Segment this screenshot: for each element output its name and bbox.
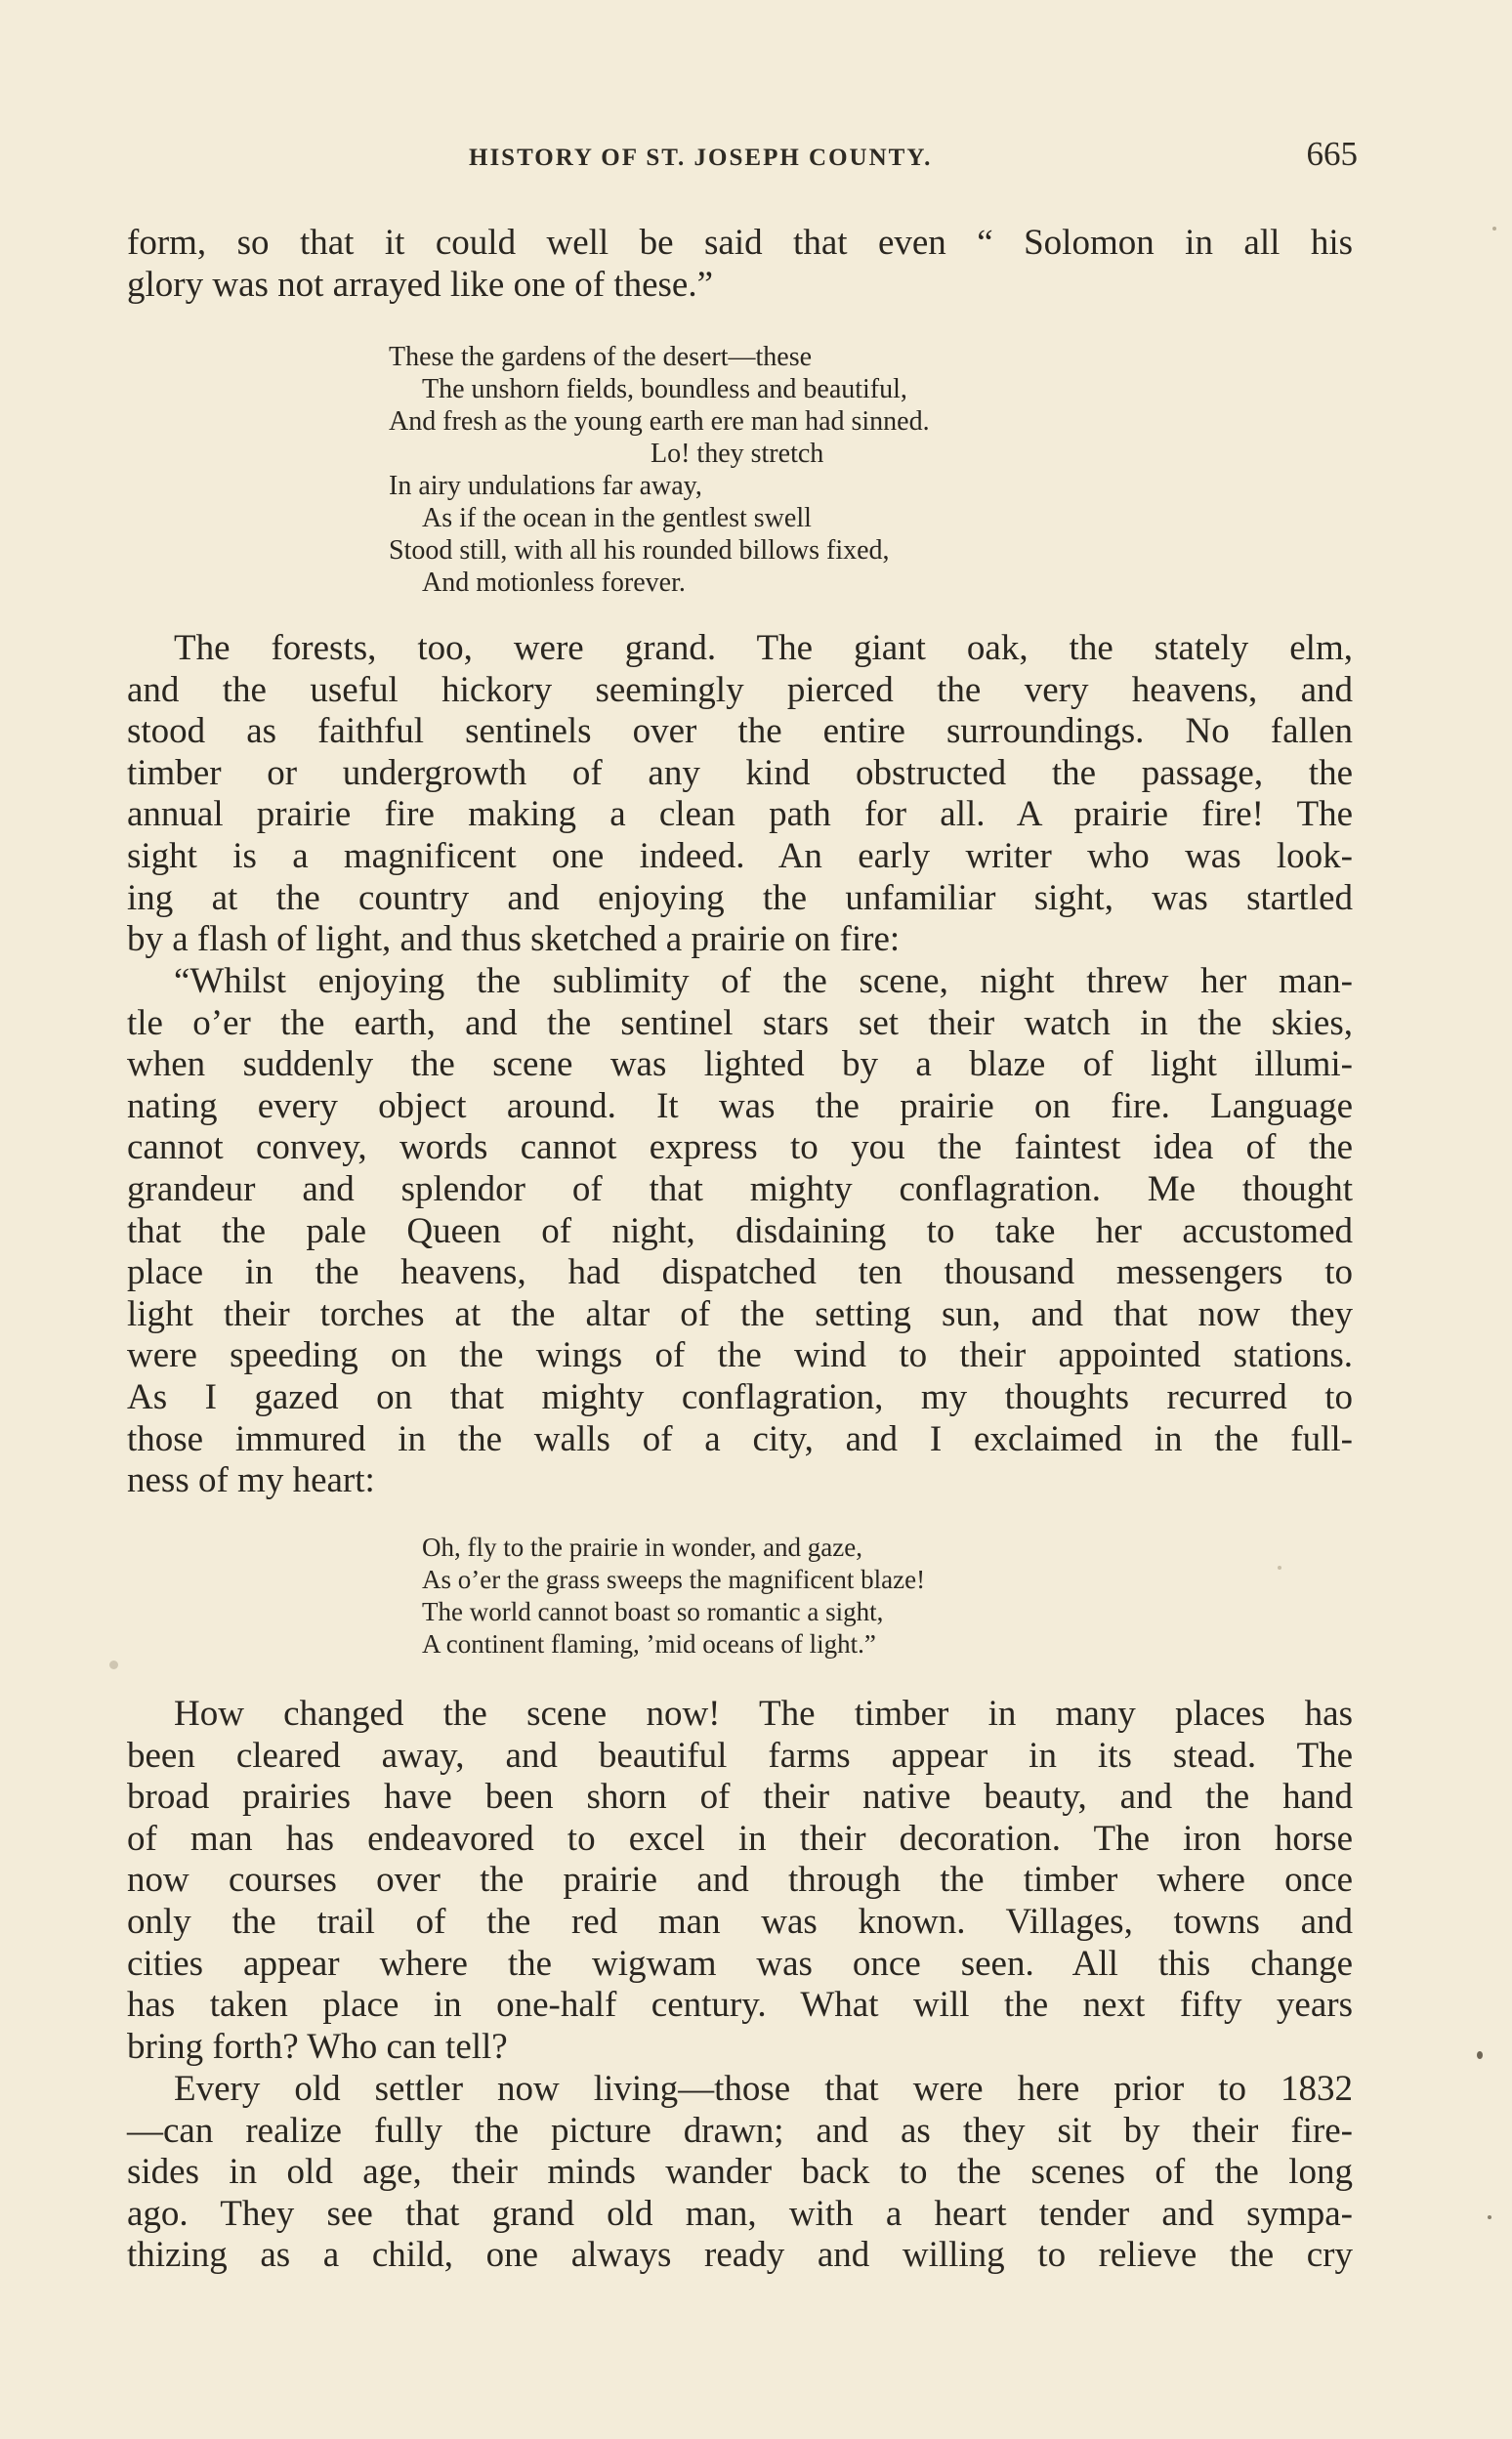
verse-line: A continent flaming, ’mid oceans of light.” <box>422 1629 876 1659</box>
verse-line: Lo! they stretch <box>651 439 824 469</box>
text-line: that the pale Queen of night, disdaining to take her accustomed <box>127 1210 1353 1251</box>
paragraph-old-settler <box>127 2069 1353 2277</box>
text-line: —can realize fully the picture drawn; and as they sit by their fire- <box>127 2110 1353 2151</box>
text-line: sides in old age, their minds wander back to the scenes of the long <box>127 2152 1353 2193</box>
text-line: broad prairies have been shorn of their native beauty, and the hand <box>127 1777 1353 1818</box>
paragraph-quote <box>127 961 1353 1502</box>
text-line: and the useful hickory seemingly pierced the very heavens, and <box>127 669 1353 710</box>
text-line: nating every object around. It was the prairie on fire. Language <box>127 1085 1353 1126</box>
text-line: those immured in the walls of a city, and I exclaimed in the full- <box>127 1418 1353 1459</box>
verse-line: The world cannot boast so romantic a sight, <box>422 1597 884 1626</box>
text-line: ing at the country and enjoying the unfamiliar sight, was startled <box>127 877 1353 918</box>
text-line: been cleared away, and beautiful farms appear in its stead. The <box>127 1735 1353 1776</box>
page-header <box>127 133 1358 182</box>
paper-speck <box>1278 1566 1281 1570</box>
text-line: form, so that it could well be said that even “ Solomon in all his <box>127 223 1353 263</box>
text-line: Every old settler now living—those that were here prior to 1832 <box>174 2069 1353 2109</box>
verse-line: These the gardens of the desert—these <box>389 342 813 372</box>
text-line: The forests, too, were grand. The giant oak, the stately elm, <box>174 628 1353 668</box>
text-line: of man has endeavored to excel in their decoration. The iron horse <box>127 1818 1353 1859</box>
text-line: bring forth? Who can tell? <box>127 2026 508 2067</box>
text-line: when suddenly the scene was lighted by a blaze of light illumi- <box>127 1044 1353 1085</box>
paper-speck <box>1488 2215 1491 2219</box>
text-line: cities appear where the wigwam was once seen. All this change <box>127 1943 1353 1984</box>
text-line: “Whilst enjoying the sublimity of the scene, night threw her man- <box>174 961 1353 1001</box>
verse-line: In airy undulations far away, <box>389 471 702 501</box>
text-line: has taken place in one-half century. What will the next fifty years <box>127 1985 1353 2026</box>
text-line: How changed the scene now! The timber in many places has <box>174 1694 1353 1734</box>
verse-line: The unshorn fields, boundless and beautiful, <box>422 374 907 404</box>
text-line: only the trail of the red man was known. Villages, towns and <box>127 1901 1353 1942</box>
paragraph-top <box>127 223 1353 306</box>
verse-line: And motionless forever. <box>422 568 686 598</box>
text-line: ago. They see that grand old man, with a heart tender and sympa- <box>127 2193 1353 2234</box>
paper-speck <box>1477 2051 1483 2059</box>
text-line: cannot convey, words cannot express to you the faintest idea of the <box>127 1127 1353 1168</box>
paper-speck <box>109 1661 118 1669</box>
text-line: glory was not arrayed like one of these.” <box>127 264 714 305</box>
paragraph-forests <box>127 628 1353 961</box>
text-line: now courses over the prairie and through the timber where once <box>127 1860 1353 1901</box>
text-line: ness of my heart: <box>127 1460 375 1501</box>
verse-prairie <box>389 341 930 599</box>
text-line: were speeding on the wings of the wind to their appointed stations. <box>127 1335 1353 1376</box>
text-line: place in the heavens, had dispatched ten thousand messengers to <box>127 1252 1353 1293</box>
text-line: thizing as a child, one always ready and willing to relieve the cry <box>127 2235 1353 2276</box>
verse-line: And fresh as the young earth ere man had sinned. <box>389 406 930 437</box>
page-number: 665 <box>1306 135 1358 173</box>
text-line: As I gazed on that mighty conflagration, my thoughts recurred to <box>127 1376 1353 1417</box>
verse-line: As o’er the grass sweeps the magnificent blaze! <box>422 1565 926 1594</box>
text-line: annual prairie fire making a clean path for all. A prairie fire! The <box>127 794 1353 835</box>
text-line: timber or undergrowth of any kind obstructed the passage, the <box>127 752 1353 793</box>
text-line: grandeur and splendor of that mighty conflagration. Me thought <box>127 1168 1353 1209</box>
text-line: sight is a magnificent one indeed. An early writer who was look- <box>127 835 1353 876</box>
text-line: by a flash of light, and thus sketched a prairie on fire: <box>127 919 901 960</box>
text-line: light their torches at the altar of the setting sun, and that now they <box>127 1293 1353 1334</box>
running-head: HISTORY OF ST. JOSEPH COUNTY. <box>469 145 933 171</box>
paragraph-changed <box>127 1694 1353 2068</box>
text-line: stood as faithful sentinels over the entire surroundings. No fallen <box>127 711 1353 752</box>
verse-line: Stood still, with all his rounded billows fixed, <box>389 535 890 566</box>
text-line: tle o’er the earth, and the sentinel stars set their watch in the skies, <box>127 1002 1353 1043</box>
verse-line: Oh, fly to the prairie in wonder, and gaze, <box>422 1533 863 1562</box>
paper-speck <box>1492 227 1496 231</box>
verse-line: As if the ocean in the gentlest swell <box>422 503 812 533</box>
verse-fly-to-the-prairie <box>422 1532 925 1661</box>
